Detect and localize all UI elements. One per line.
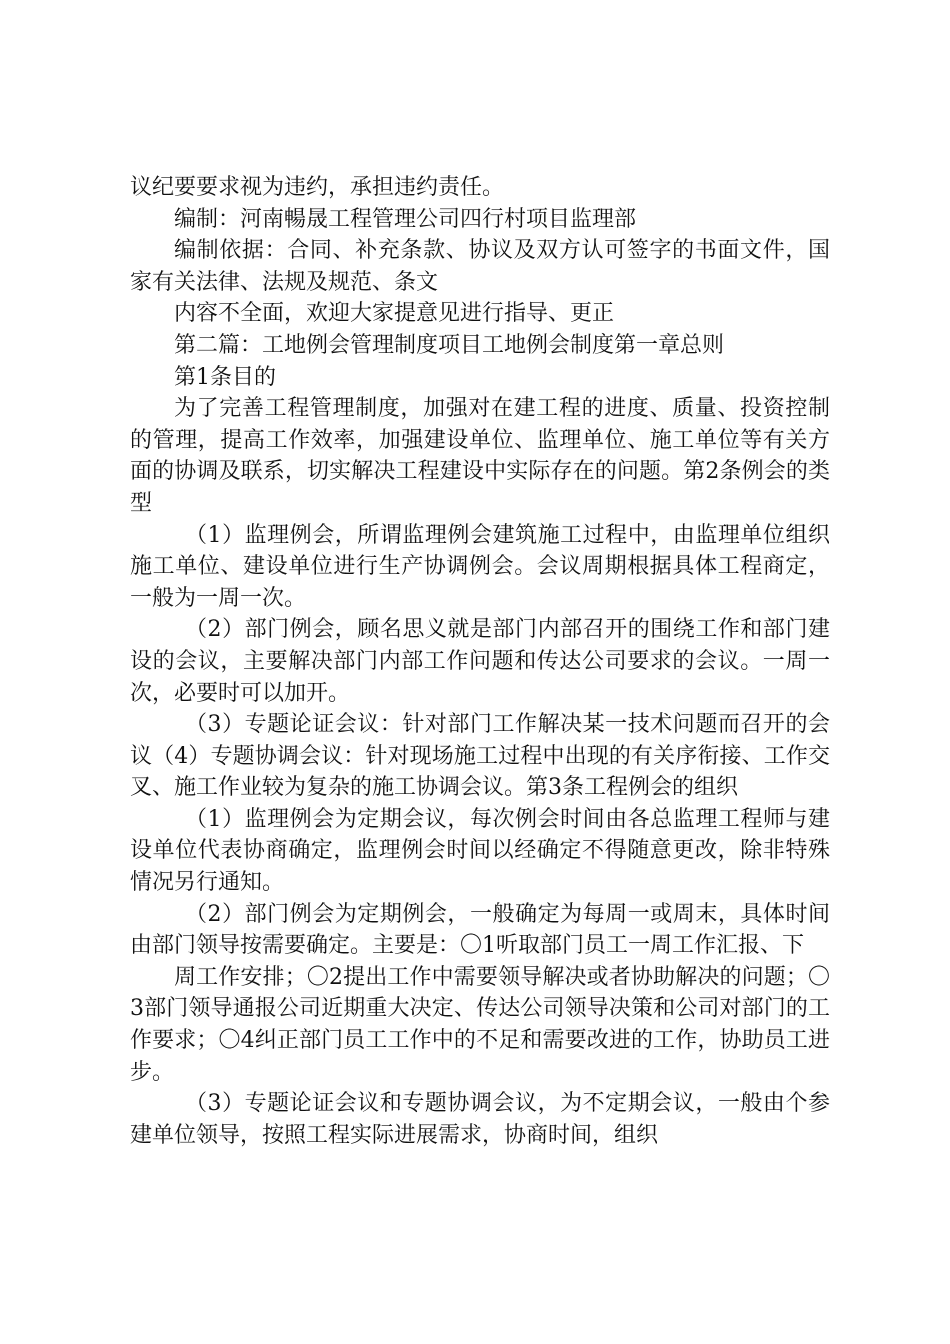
paragraph-5: 第二篇：工地例会管理制度项目工地例会制度第一章总则 [174, 332, 725, 358]
paragraph-7: 为了完善工程管理制度，加强对在建工程的进度、质量、投资控制的管理，提高工作效率，加强建设单位、监理单位、施工单位等有关方面的协调及联系，切实解决工程建设中实际存在的问题。第2条例会的类型 [130, 396, 830, 516]
paragraph-2: 编制：河南暢晟工程管理公司四行村项目监理部 [174, 206, 637, 232]
paragraph-4: 内容不全面，欢迎大家提意见进行指导、更正 [174, 301, 615, 327]
paragraph-3: 编制依据：合同、补充条款、协议及双方认可签字的书面文件，国家有关法律、法规及规范、条文 [130, 238, 830, 295]
paragraph-9: （2）部门例会，顾名思义就是部门内部召开的围绕工作和部门建设的会议，主要解决部门内部工作问题和传达公司要求的会议。一周一次，必要时可以加开。 [130, 617, 830, 706]
paragraph-10: （3）专题论证会议：针对部门工作解决某一技术问题而召开的会议（4）专题协调会议：针对现场施工过程中出现的有关序衔接、工作交叉、施工作业较为复杂的施工协调会议。第3条工程例会的组织 [130, 712, 830, 801]
document-body [130, 172, 830, 1151]
paragraph-14: （3）专题论证会议和专题协调会议，为不定期会议，一般由个参建单位领导，按照工程实际进展需求，协商时间，组织 [130, 1091, 830, 1148]
paragraph-11: （1）监理例会为定期会议，每次例会时间由各总监理工程师与建设单位代表协商确定，监理例会时间以经确定不得随意更改，除非特殊情况另行通知。 [130, 806, 830, 896]
paragraph-1: 议纪要要求视为违约，承担违约责任。 [130, 175, 505, 200]
paragraph-13: 周工作安排；〇2提出工作中需要领导解决或者协助解决的问题；〇3部门领导通报公司近期重大决定、传达公司领导决策和公司对部门的工作要求；〇4纠正部门员工工作中的不足和需要改进的工作，协助员工进步。 [130, 964, 830, 1085]
paragraph-6: 第1条目的 [174, 364, 276, 390]
paragraph-8: （1）监理例会，所谓监理例会建筑施工过程中，由监理单位组织施工单位、建设单位进行生产协调例会。会议周期根据具体工程商定，一般为一周一次。 [130, 522, 830, 611]
paragraph-12: （2）部门例会为定期例会，一般确定为每周一或周末，具体时间由部门领导按需要确定。主要是：〇1听取部门员工一周工作汇报、下 [130, 901, 830, 959]
